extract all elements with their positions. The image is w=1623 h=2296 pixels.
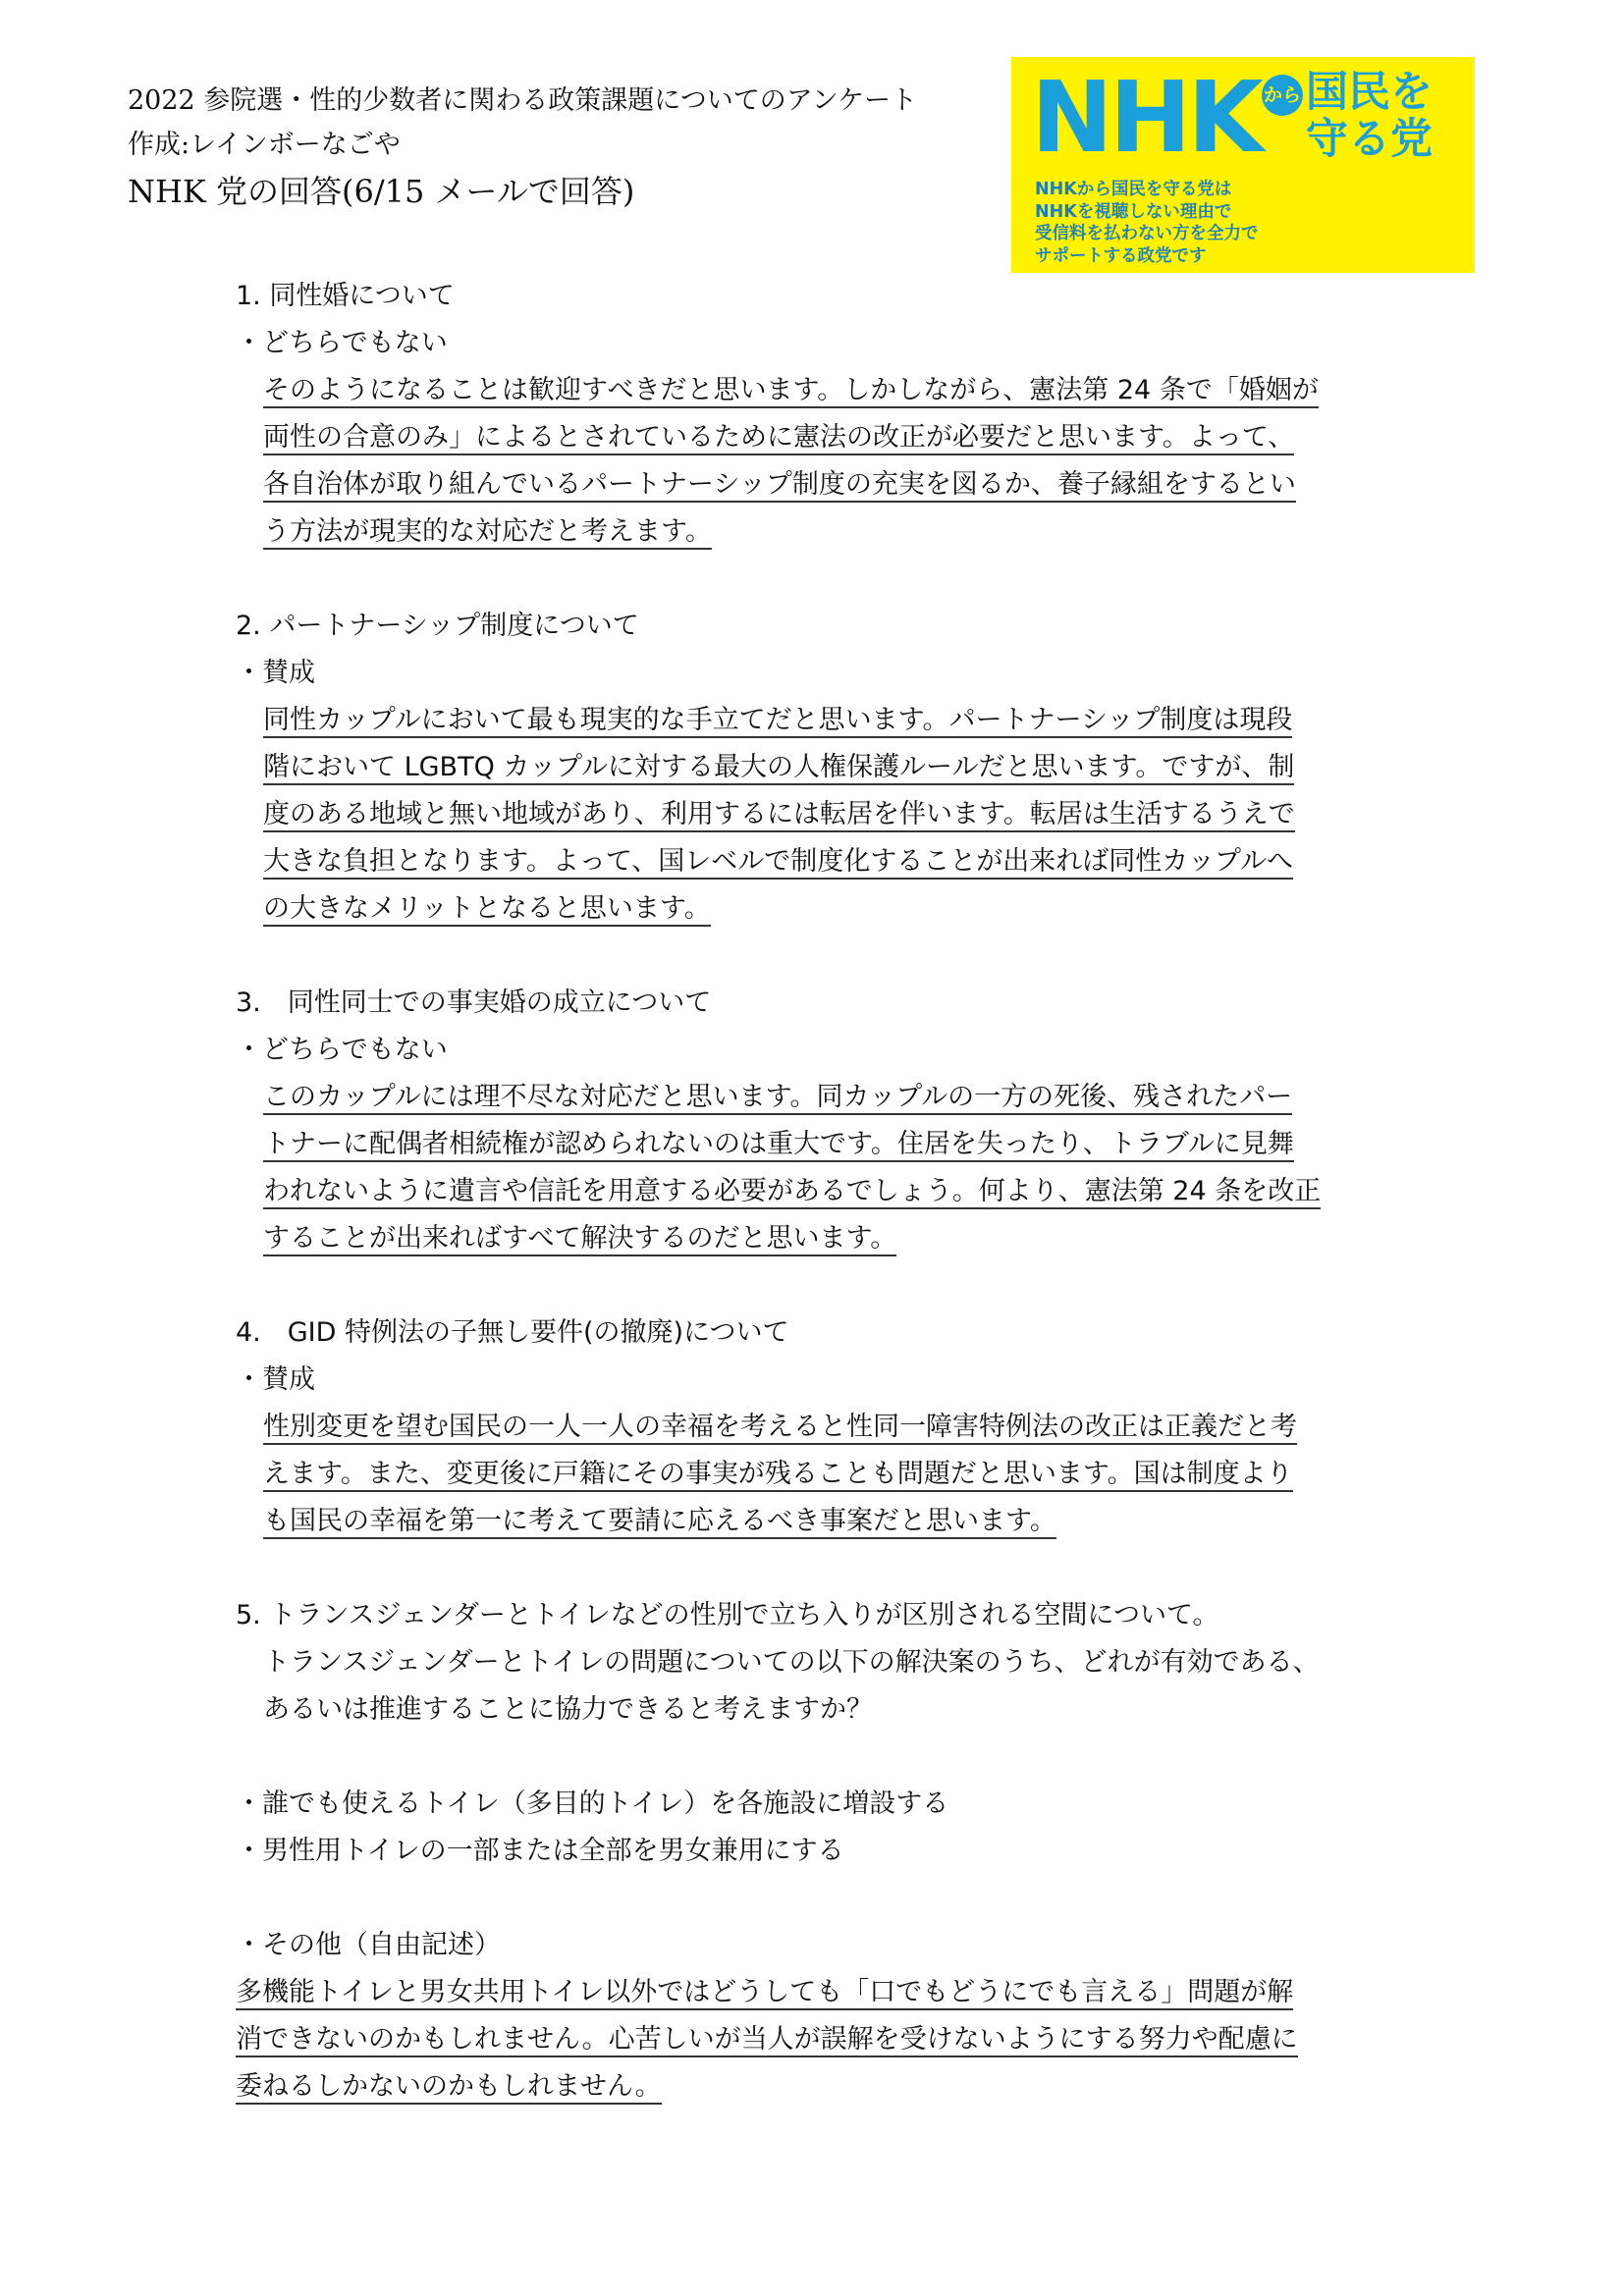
selected-option: ・誰でも使えるトイレ（多目的トイレ）を各施設に増設する	[236, 1789, 949, 1819]
question-explanation	[263, 1404, 1407, 1545]
question-intro-line: トランスジェンダーとトイレの問題についての以下の解決案のうち、どれが有効である、	[263, 1647, 1320, 1678]
explanation-line: このカップルには理不尽な対応だと思います。同カップルの一方の死後、残されたパー	[263, 1074, 1407, 1121]
explanation-line: することが出来ればすべて解決するのだと思います。	[263, 1215, 1407, 1262]
logo-main-text: NHK	[1031, 60, 1260, 175]
question-block	[236, 603, 1404, 933]
question-heading: 5. トランスジェンダーとトイレなどの性別で立ち入りが区別される空間について。	[236, 1600, 1219, 1630]
explanation-line: 各自治体が取り組んでいるパートナーシップ制度の充実を図るか、養子縁組をするとい	[263, 461, 1407, 508]
logo-tagline-line: NHKを視聴しない理由で	[1035, 201, 1232, 222]
explanation-line: 階において LGBTQ カップルに対する最大の人権保護ルールだと思います。ですが、制	[263, 744, 1407, 791]
logo-tagline-line: 受信料を払わない方を全力で	[1035, 224, 1259, 243]
logo-side-line: 国民を	[1306, 68, 1433, 117]
explanation-line: そのようになることは歓迎すべきだと思います。しかしながら、憲法第 24 条で「婚姻が	[263, 367, 1407, 414]
logo-side-text	[1306, 69, 1433, 163]
explanation-line: の大きなメリットとなると思います。	[263, 885, 1407, 933]
question-block	[236, 1309, 1404, 1545]
survey-content	[236, 273, 1404, 2110]
explanation-line: う方法が現実的な対応だと考えます。	[263, 508, 1407, 556]
question-heading: 4. GID 特例法の子無し要件(の撤廃)について	[236, 1317, 789, 1348]
other-explanation	[236, 1969, 1404, 2110]
question-answer: ・どちらでもない	[236, 328, 448, 358]
logo-side-line: 守る党	[1306, 115, 1433, 164]
explanation-line: 同性カップルにおいて最も現実的な手立てだと思います。パートナーシップ制度は現段	[263, 697, 1407, 744]
response-title: NHK 党の回答(6/15 メールで回答)	[128, 173, 635, 210]
question-intro-line: あるいは推進することに協力できると考えますか？	[263, 1694, 873, 1725]
explanation-line: トナーに配偶者相続権が認められないのは重大です。住居を失ったり、トラブルに見舞	[263, 1121, 1407, 1168]
selected-option: ・男性用トイレの一部または全部を男女兼用にする	[236, 1836, 844, 1866]
question-answer: ・どちらでもない	[236, 1035, 448, 1065]
question-block	[236, 980, 1404, 1262]
survey-author: 作成:レインボーなごや	[128, 130, 401, 160]
explanation-line: 両性の合意のみ」によるとされているために憲法の改正が必要だと思います。よって、	[263, 414, 1407, 461]
explanation-line: えます。また、変更後に戸籍にその事実が残ることも問題だと思います。国は制度より	[263, 1451, 1407, 1498]
explanation-line: 消できないのかもしれません。心苦しいが当人が誤解を受けないようにする努力や配慮に	[236, 2016, 1404, 2063]
explanation-line: 大きな負担となります。よって、国レベルで制度化することが出来れば同性カップルへ	[263, 838, 1407, 885]
logo-kara-badge: から	[1262, 75, 1303, 116]
other-label: ・その他（自由記述）	[236, 1930, 501, 1960]
question-explanation	[263, 1074, 1407, 1262]
document-header	[128, 79, 992, 216]
logo-tagline-line: サポートする政党です	[1035, 245, 1207, 266]
explanation-line: 度のある地域と無い地域があり、利用するには転居を伴います。転居は生活するうえで	[263, 791, 1407, 838]
party-logo	[1011, 57, 1475, 273]
explanation-line: 性別変更を望む国民の一人一人の幸福を考えると性同一障害特例法の改正は正義だと考	[263, 1404, 1407, 1451]
question-answer: ・賛成	[236, 1364, 315, 1395]
logo-tagline	[1035, 179, 1259, 267]
question-block-5	[236, 1592, 1404, 2110]
question-block	[236, 273, 1404, 556]
question-heading: 3. 同性同士での事実婚の成立について	[236, 988, 712, 1018]
question-heading: 1. 同性婚について	[236, 281, 455, 311]
explanation-line: われないように遺言や信託を用意する必要があるでしょう。何より、憲法第 24 条を改正	[263, 1168, 1407, 1215]
explanation-line: 多機能トイレと男女共用トイレ以外ではどうしても「口でもどうにでも言える」問題が解	[236, 1969, 1404, 2016]
question-explanation	[263, 697, 1407, 933]
logo-tagline-line: NHKから国民を守る党は	[1035, 180, 1232, 199]
survey-title: 2022 参院選・性的少数者に関わる政策課題についてのアンケート	[128, 85, 918, 116]
question-explanation	[263, 367, 1407, 556]
explanation-line: も国民の幸福を第一に考えて要請に応えるべき事案だと思います。	[263, 1498, 1407, 1545]
question-answer: ・賛成	[236, 658, 315, 688]
question-heading: 2. パートナーシップ制度について	[236, 611, 639, 641]
explanation-line: 委ねるしかないのかもしれません。	[236, 2063, 1404, 2110]
